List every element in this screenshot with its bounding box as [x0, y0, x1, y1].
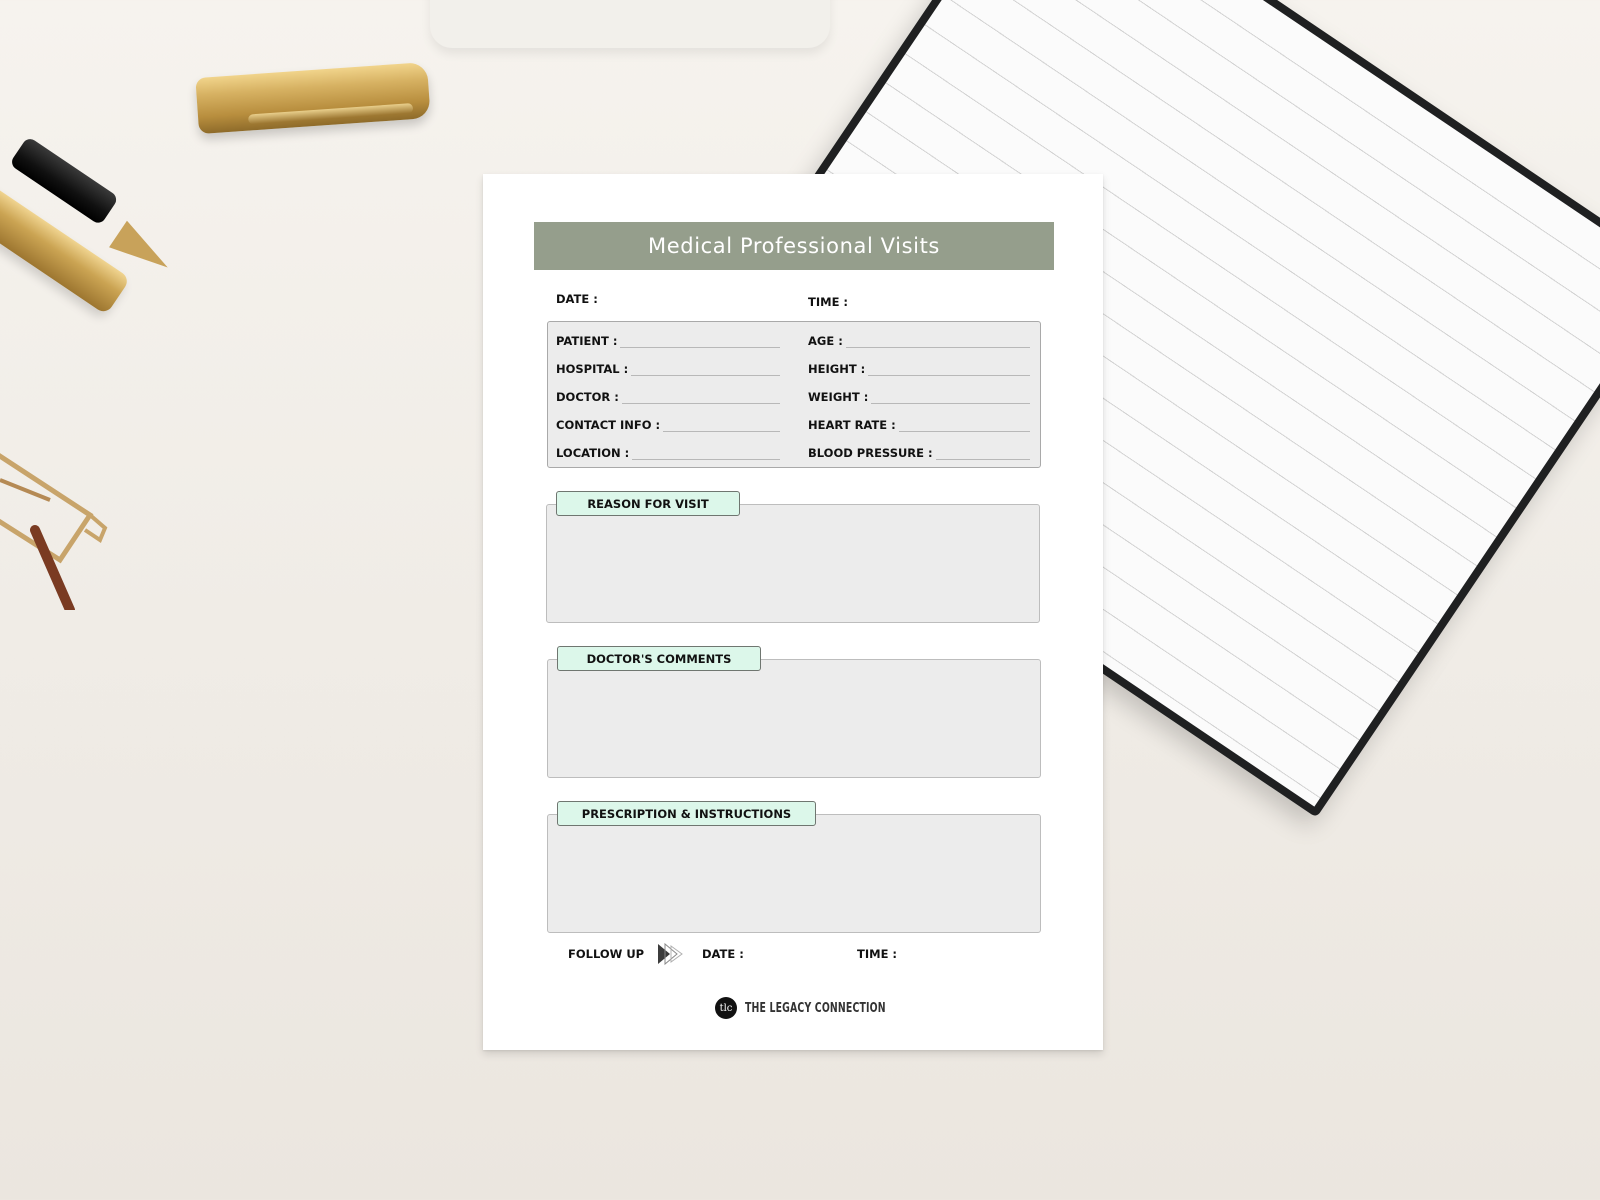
prescription-box[interactable] [547, 814, 1041, 933]
hospital-line[interactable] [631, 361, 780, 376]
form-paper [483, 174, 1103, 1050]
heart-rate-label: HEART RATE : [808, 418, 896, 432]
doctor-field[interactable] [556, 386, 780, 404]
play-arrows-icon [656, 942, 684, 966]
hospital-label: HOSPITAL : [556, 362, 629, 376]
height-field[interactable] [808, 358, 1030, 376]
patient-label: PATIENT : [556, 334, 618, 348]
title-bar [534, 222, 1054, 270]
form-title: Medical Professional Visits [648, 234, 940, 258]
height-line[interactable] [868, 361, 1030, 376]
follow-up-label: FOLLOW UP [568, 947, 645, 961]
doctors-comments-tab [557, 646, 761, 671]
weight-label: WEIGHT : [808, 390, 869, 404]
weight-field[interactable] [808, 386, 1030, 404]
location-field[interactable] [556, 442, 780, 460]
reason-for-visit-box[interactable] [546, 504, 1040, 623]
age-line[interactable] [846, 333, 1030, 348]
location-line[interactable] [632, 445, 780, 460]
date-label: DATE : [556, 292, 598, 306]
weight-line[interactable] [871, 389, 1030, 404]
contact-info-line[interactable] [663, 417, 780, 432]
contact-info-field[interactable] [556, 414, 780, 432]
blood-pressure-field[interactable] [808, 442, 1030, 460]
age-field[interactable] [808, 330, 1030, 348]
brand-name: THE LEGACY CONNECTION [745, 1000, 886, 1016]
brand [715, 997, 921, 1019]
doctor-label: DOCTOR : [556, 390, 619, 404]
doctors-comments-box[interactable] [547, 659, 1041, 778]
eyeglasses [0, 420, 130, 610]
patient-field[interactable] [556, 330, 780, 348]
follow-up-time-label: TIME : [857, 947, 898, 961]
pen-cap [195, 62, 430, 134]
desk-tray [430, 0, 830, 48]
contact-info-label: CONTACT INFO : [556, 418, 661, 432]
age-label: AGE : [808, 334, 843, 348]
location-label: LOCATION : [556, 446, 630, 460]
heart-rate-line[interactable] [899, 417, 1030, 432]
reason-for-visit-label: REASON FOR VISIT [587, 496, 709, 511]
hospital-field[interactable] [556, 358, 780, 376]
brand-logo: tlc [715, 997, 737, 1019]
height-label: HEIGHT : [808, 362, 866, 376]
follow-up-date-label: DATE : [702, 947, 744, 961]
heart-rate-field[interactable] [808, 414, 1030, 432]
blood-pressure-label: BLOOD PRESSURE : [808, 446, 933, 460]
doctor-line[interactable] [622, 389, 780, 404]
time-label: TIME : [808, 295, 849, 309]
patient-line[interactable] [620, 333, 780, 348]
prescription-tab [557, 801, 816, 826]
prescription-label: PRESCRIPTION & INSTRUCTIONS [581, 806, 792, 821]
reason-for-visit-tab [556, 491, 740, 516]
doctors-comments-label: DOCTOR'S COMMENTS [586, 651, 732, 666]
blood-pressure-line[interactable] [936, 445, 1030, 460]
